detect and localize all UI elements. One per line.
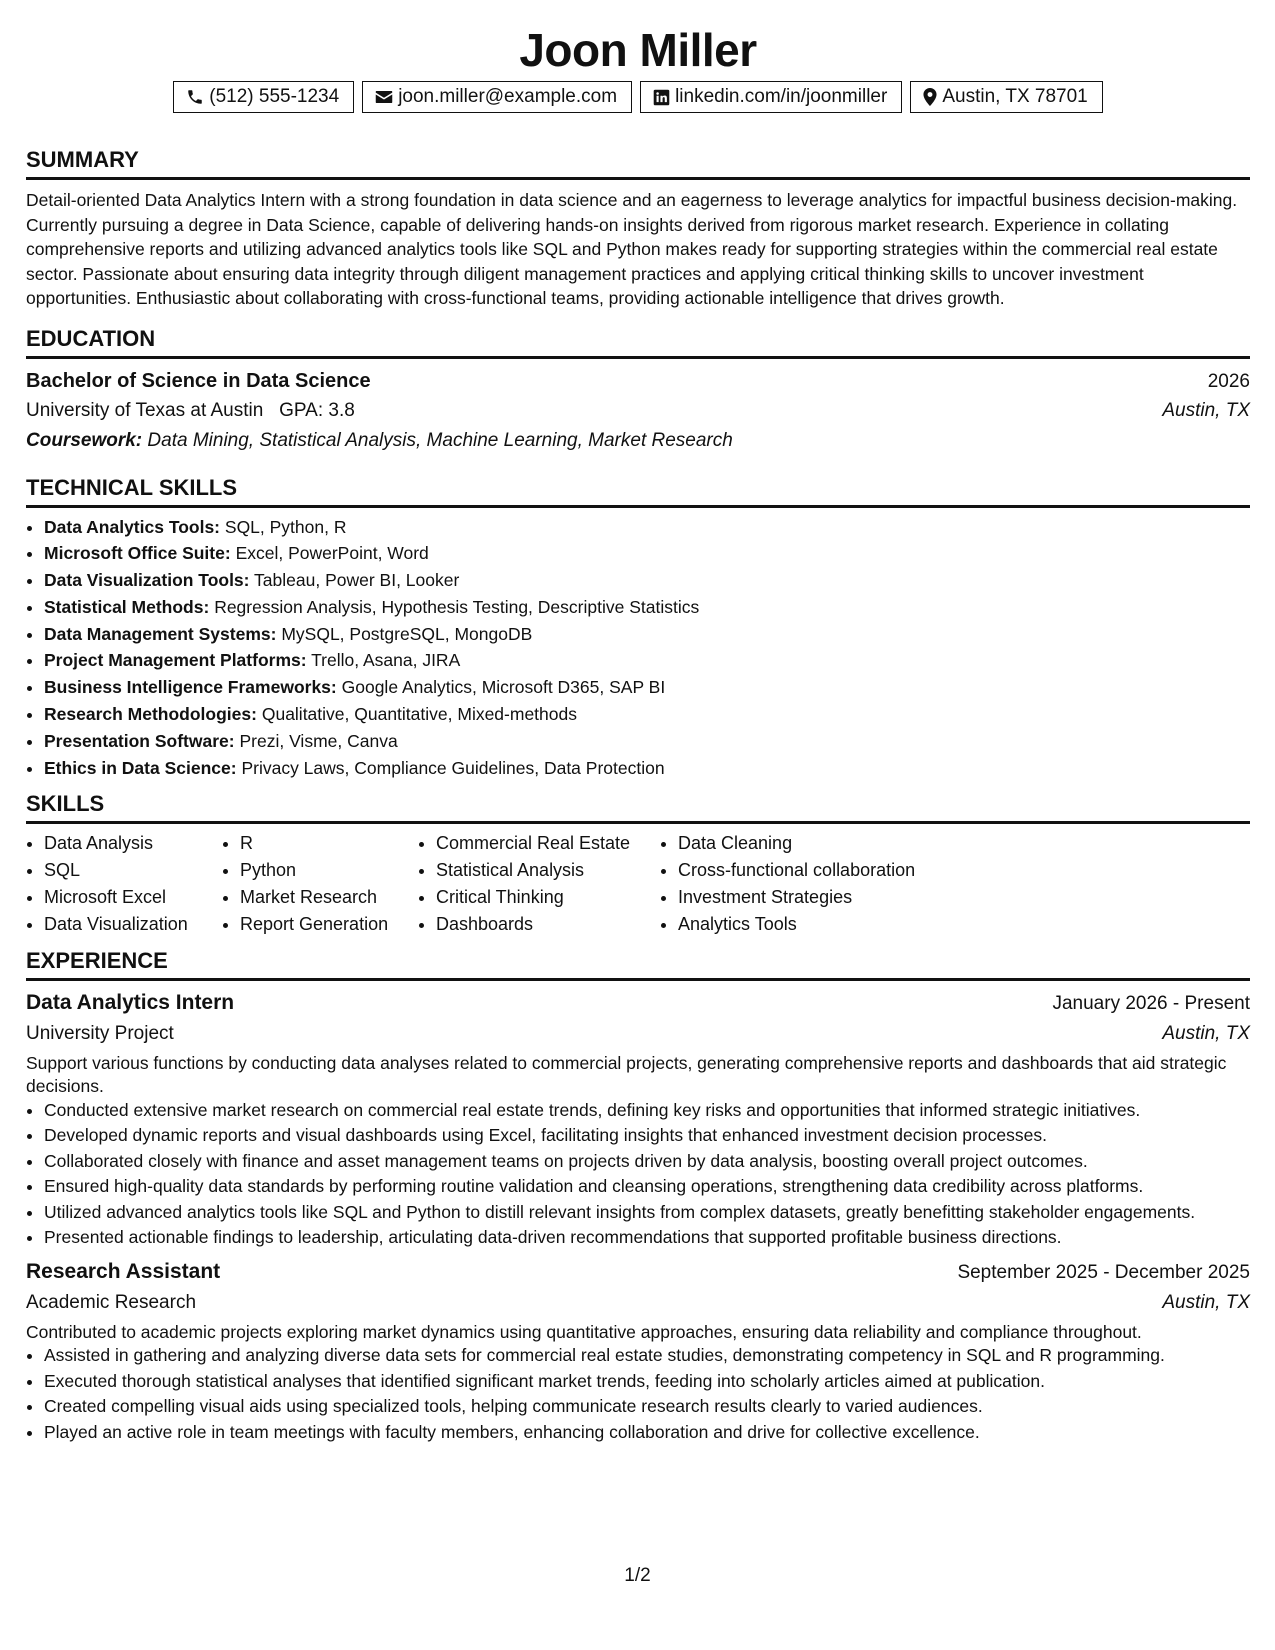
section-heading-technical-skills: TECHNICAL SKILLS	[26, 475, 1250, 508]
list-item: • Python	[240, 857, 418, 884]
skill-category: Research Methodologies:	[44, 704, 257, 725]
skill-values: Regression Analysis, Hypothesis Testing, Descriptive Statistics	[214, 596, 700, 617]
candidate-name: Joon Miller	[519, 24, 757, 76]
page-number: 1/2	[624, 1565, 651, 1586]
job-title: Research Assistant	[26, 1259, 221, 1283]
job-location: Austin, TX	[1162, 1022, 1250, 1044]
job-description: Support various functions by conducting data analyses related to commercial projects, generating comprehensive reports and dashboards that aid strategic decisions.	[26, 1052, 1227, 1097]
technical-skills-section	[26, 475, 1250, 782]
list-item: • Analytics Tools	[678, 911, 978, 938]
skill-category: Business Intelligence Frameworks:	[44, 677, 337, 698]
location-text: Austin, TX 78701	[942, 86, 1088, 107]
list-item: • Created compelling visual aids using specialized tools, helping communicate research results clearly to varied audiences.	[44, 1395, 1250, 1419]
job-bullets	[26, 1099, 1250, 1250]
list-item: • Conducted extensive market research on commercial real estate trends, defining key risks and opportunities that informed strategic initiatives.	[44, 1099, 1250, 1123]
list-item: • Investment Strategies	[678, 884, 978, 911]
list-item	[44, 621, 1250, 648]
list-item: • Dashboards	[436, 911, 660, 938]
skill-values: SQL, Python, R	[224, 516, 347, 537]
education-degree-row	[26, 367, 1250, 396]
skill-category: Presentation Software:	[44, 730, 235, 751]
job-dates: January 2026 - Present	[1052, 992, 1250, 1014]
list-item	[44, 755, 1250, 782]
job-org-row	[26, 1287, 1250, 1319]
linkedin-icon	[653, 89, 670, 106]
section-heading-summary: SUMMARY	[26, 147, 1250, 180]
contact-email[interactable]	[362, 81, 632, 113]
coursework-list: Data Mining, Statistical Analysis, Machine Learning, Market Research	[147, 429, 733, 451]
contact-location	[910, 81, 1102, 113]
phone-text: (512) 555-1234	[209, 86, 340, 107]
list-item: • Executed thorough statistical analyses that identified significant market trends, feeding into scholarly articles aimed at publication.	[44, 1370, 1250, 1394]
coursework-line	[26, 426, 1250, 456]
gpa: GPA: 3.8	[279, 399, 355, 421]
list-item: • R	[240, 830, 418, 857]
list-item: • Played an active role in team meetings with faculty members, enhancing collaboration and drive for collective excellence.	[44, 1421, 1250, 1445]
list-item: • Presented actionable findings to leadership, articulating data-driven recommendations that supported profitable business directions.	[44, 1226, 1250, 1250]
list-item: • Market Research	[240, 884, 418, 911]
list-item: • Statistical Analysis	[436, 857, 660, 884]
section-heading-skills: SKILLS	[26, 791, 1250, 824]
skill-values: Privacy Laws, Compliance Guidelines, Data Protection	[241, 757, 665, 778]
job-header-row	[26, 989, 1250, 1018]
skill-category: Data Visualization Tools:	[44, 570, 250, 591]
list-item: • Commercial Real Estate	[436, 830, 660, 857]
list-item: • Developed dynamic reports and visual dashboards using Excel, facilitating insights that enhanced investment decision processes.	[44, 1124, 1250, 1148]
list-item: • Microsoft Excel	[44, 884, 222, 911]
phone-icon	[186, 88, 204, 106]
skill-values: Tableau, Power BI, Looker	[254, 570, 460, 591]
skills-column	[418, 830, 660, 937]
school-name: University of Texas at Austin	[26, 399, 264, 421]
list-item	[44, 674, 1250, 701]
envelope-icon	[375, 89, 393, 105]
list-item: • Critical Thinking	[436, 884, 660, 911]
degree-name: Bachelor of Science in Data Science	[26, 369, 371, 392]
resume-page	[26, 0, 1250, 1446]
job-description: Contributed to academic projects exploring market dynamics using quantitative approaches, ensuring data reliability and compliance throughout.	[26, 1321, 1142, 1342]
summary-section	[26, 147, 1250, 311]
list-item	[44, 567, 1250, 594]
skills-section	[26, 791, 1250, 937]
skill-category: Microsoft Office Suite:	[44, 543, 231, 564]
job-header-row	[26, 1258, 1250, 1287]
skill-category: Ethics in Data Science:	[44, 757, 237, 778]
job-bullets	[26, 1344, 1250, 1444]
list-item: • Data Analysis	[44, 830, 222, 857]
skills-grid	[26, 830, 1250, 937]
email-text: joon.miller@example.com	[398, 86, 618, 107]
section-heading-education: EDUCATION	[26, 326, 1250, 359]
education-section	[26, 326, 1250, 456]
list-item: • Data Cleaning	[678, 830, 978, 857]
coursework-label: Coursework:	[26, 429, 143, 451]
job-entry	[26, 1258, 1250, 1445]
job-location: Austin, TX	[1162, 1291, 1250, 1313]
list-item	[44, 514, 1250, 541]
list-item	[44, 647, 1250, 674]
skills-column	[660, 830, 978, 937]
skills-column	[222, 830, 418, 937]
skill-category: Project Management Platforms:	[44, 650, 307, 671]
skill-values: MySQL, PostgreSQL, MongoDB	[281, 623, 533, 644]
job-entry	[26, 989, 1250, 1250]
skill-category: Data Analytics Tools:	[44, 516, 221, 537]
job-org-row	[26, 1018, 1250, 1050]
linkedin-text: linkedin.com/in/joonmiller	[675, 86, 888, 107]
list-item	[44, 728, 1250, 755]
list-item	[44, 594, 1250, 621]
contact-bar	[26, 81, 1250, 113]
school-line	[26, 396, 355, 426]
job-organization: Academic Research	[26, 1291, 197, 1313]
skills-column	[26, 830, 222, 937]
education-school-row	[26, 396, 1250, 426]
skill-values: Prezi, Visme, Canva	[239, 730, 398, 751]
list-item: • Collaborated closely with finance and asset management teams on projects driven by data analysis, boosting overall project outcomes.	[44, 1150, 1250, 1174]
summary-paragraph: Detail-oriented Data Analytics Intern with a strong foundation in data science and an eagerness to leverage analytics for impactful business decision-making. Currently pursuing a degree in Data Science, capable of delivering hands-on insights derived from rigorous market research. Experience in collating comprehensive reports and utilizing advanced analytics tools like SQL and Python makes ready for supporting strategies within the commercial real estate sector. Passionate about ensuring data integrity through diligent management practices and applying critical thinking skills to uncover investment opportunities. Enthusiastic about collaborating with cross-functional teams, providing actionable intelligence that drives growth.	[26, 190, 1238, 308]
technical-skills-list	[26, 514, 1250, 782]
skill-category: Statistical Methods:	[44, 596, 210, 617]
job-title: Data Analytics Intern	[26, 990, 235, 1014]
contact-linkedin[interactable]	[640, 81, 902, 113]
map-pin-icon	[923, 88, 937, 106]
skill-values: Trello, Asana, JIRA	[311, 650, 461, 671]
skill-category: Data Management Systems:	[44, 623, 277, 644]
graduation-year: 2026	[1207, 370, 1250, 392]
job-organization: University Project	[26, 1022, 174, 1044]
skill-values: Google Analytics, Microsoft D365, SAP BI	[341, 677, 666, 698]
contact-phone[interactable]	[173, 81, 354, 113]
list-item: • Assisted in gathering and analyzing diverse data sets for commercial real estate studies, demonstrating competency in SQL and R programming.	[44, 1344, 1250, 1368]
list-item: • Utilized advanced analytics tools like SQL and Python to distill relevant insights from complex datasets, greatly benefitting stakeholder engagements.	[44, 1201, 1250, 1225]
list-item	[44, 540, 1250, 567]
list-item: • Ensured high-quality data standards by performing routine validation and cleansing operations, strengthening data credibility across platforms.	[44, 1175, 1250, 1199]
skill-values: Excel, PowerPoint, Word	[235, 543, 429, 564]
skill-values: Qualitative, Quantitative, Mixed-methods	[261, 704, 577, 725]
list-item: • Report Generation	[240, 911, 418, 938]
section-heading-experience: EXPERIENCE	[26, 948, 1250, 981]
list-item: • Data Visualization	[44, 911, 222, 938]
school-location: Austin, TX	[1162, 399, 1250, 421]
list-item: • SQL	[44, 857, 222, 884]
experience-section	[26, 948, 1250, 1445]
list-item	[44, 701, 1250, 728]
job-dates: September 2025 - December 2025	[957, 1261, 1250, 1283]
list-item: • Cross-functional collaboration	[678, 857, 978, 884]
